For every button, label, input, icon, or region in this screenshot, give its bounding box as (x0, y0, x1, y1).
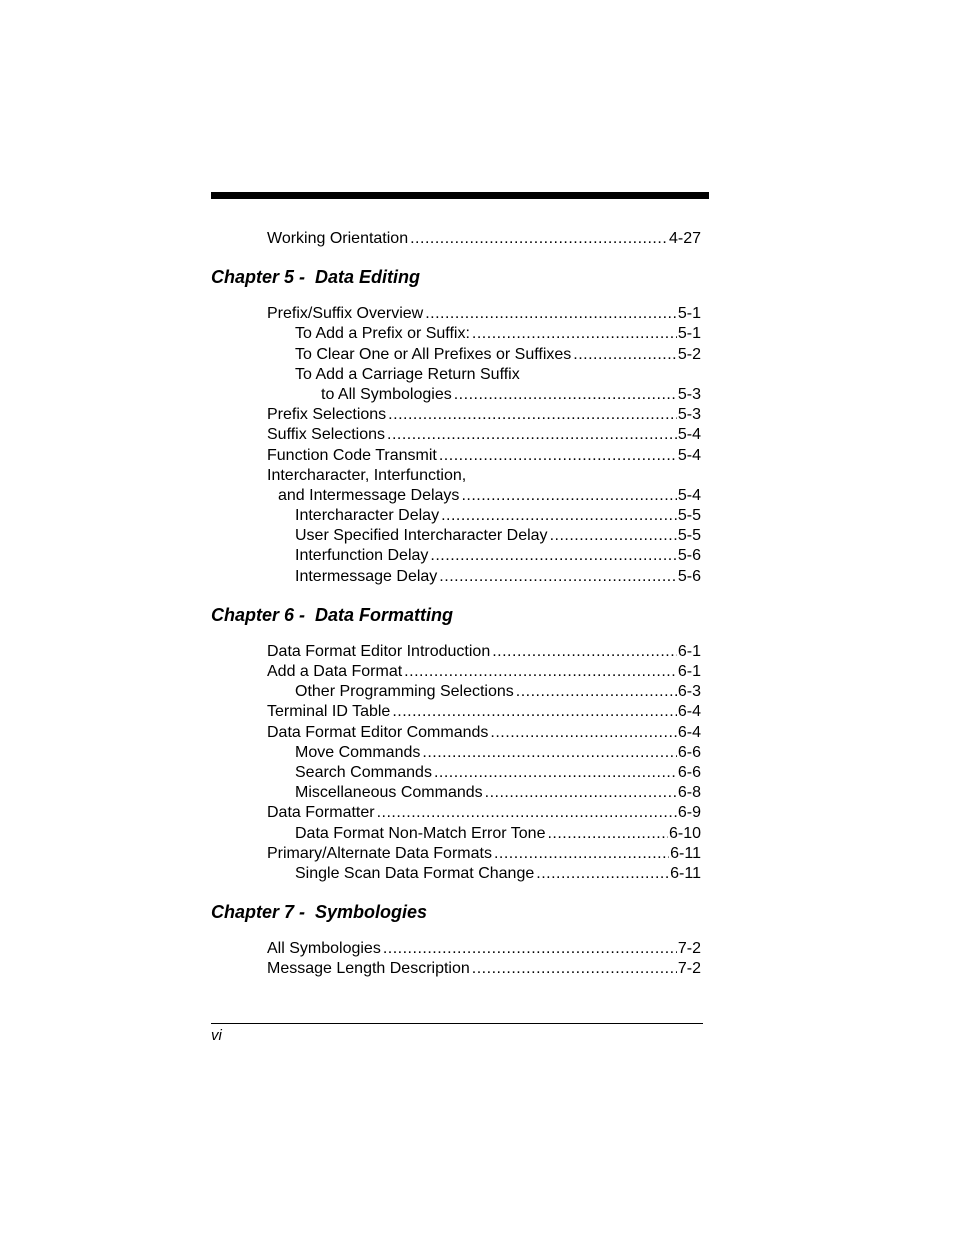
leader-dots (404, 662, 677, 682)
leader-dots (410, 229, 668, 249)
toc-entry[interactable]: Prefix Selections ..... 5-3 (211, 405, 701, 425)
leader-dots (573, 345, 677, 365)
toc-entry[interactable]: All Symbologies ..... 7-2 (211, 939, 701, 959)
toc-entry[interactable]: Miscellaneous Commands ..... 6-8 (211, 783, 701, 803)
toc-entry[interactable]: Data Format Editor Commands ..... 6-4 (211, 723, 701, 743)
leader-dots (490, 723, 676, 743)
toc-entry[interactable]: Search Commands ..... 6-6 (211, 763, 701, 783)
leader-dots (441, 506, 677, 526)
leader-dots (485, 783, 677, 803)
leader-dots (516, 682, 677, 702)
bottom-rule (211, 1023, 703, 1024)
toc-entry[interactable]: Terminal ID Table ..... 6-4 (211, 702, 701, 722)
leader-dots (550, 526, 677, 546)
chapter-heading: Chapter 7 - Symbologies (211, 902, 428, 923)
leader-dots (472, 959, 677, 979)
toc-entry[interactable]: Primary/Alternate Data Formats ..... 6-11 (211, 844, 701, 864)
toc-entry[interactable]: Move Commands ..... 6-6 (211, 743, 701, 763)
toc-entry[interactable]: and Intermessage Delays ..... 5-4 (211, 486, 701, 506)
toc-entry[interactable]: Data Format Editor Introduction ..... 6-1 (211, 642, 701, 662)
leader-dots (492, 642, 677, 662)
leader-dots (536, 864, 669, 884)
toc-entry[interactable]: Intercharacter, Interfunction, (267, 466, 467, 484)
table-of-contents (211, 229, 701, 979)
toc-entry[interactable]: To Clear One or All Prefixes or Suffixes ..... 5-2 (211, 345, 701, 365)
leader-dots (454, 385, 677, 405)
toc-entry[interactable]: To Add a Prefix or Suffix: ..... 5-1 (211, 324, 701, 344)
leader-dots (387, 425, 677, 445)
leader-dots (388, 405, 677, 425)
leader-dots (472, 324, 677, 344)
leader-dots (461, 486, 676, 506)
leader-dots (494, 844, 669, 864)
toc-entry[interactable]: to All Symbologies ..... 5-3 (211, 385, 701, 405)
leader-dots (434, 763, 677, 783)
toc-entry[interactable]: Prefix/Suffix Overview ..... 5-1 (211, 304, 701, 324)
leader-dots (377, 803, 677, 823)
leader-dots (422, 743, 677, 763)
toc-entry[interactable]: Other Programming Selections ..... 6-3 (211, 682, 701, 702)
chapter-heading: Chapter 6 - Data Formatting (211, 604, 454, 625)
leader-dots (425, 304, 677, 324)
leader-dots (392, 702, 677, 722)
toc-entry[interactable]: Add a Data Format ..... 6-1 (211, 662, 701, 682)
toc-entry[interactable]: Data Formatter ..... 6-9 (211, 803, 701, 823)
toc-entry[interactable]: Working Orientation ..... 4-27 (211, 229, 701, 249)
toc-entry[interactable]: To Add a Carriage Return Suffix (295, 365, 520, 383)
toc-entry[interactable]: Function Code Transmit ..... 5-4 (211, 446, 701, 466)
leader-dots (383, 939, 677, 959)
chapter-heading: Chapter 5 - Data Editing (211, 267, 421, 288)
toc-entry[interactable]: Message Length Description ..... 7-2 (211, 959, 701, 979)
leader-dots (547, 824, 668, 844)
toc-entry[interactable]: Suffix Selections ..... 5-4 (211, 425, 701, 445)
leader-dots (439, 446, 677, 466)
toc-entry[interactable]: Single Scan Data Format Change ..... 6-11 (211, 864, 701, 884)
toc-entry[interactable]: User Specified Intercharacter Delay ..... 5-5 (211, 526, 701, 546)
toc-entry[interactable]: Intercharacter Delay ..... 5-5 (211, 506, 701, 526)
toc-entry[interactable]: Intermessage Delay ..... 5-6 (211, 567, 701, 587)
toc-entry[interactable]: Interfunction Delay ..... 5-6 (211, 546, 701, 566)
toc-entry[interactable]: Data Format Non-Match Error Tone ..... 6-10 (211, 824, 701, 844)
leader-dots (430, 546, 676, 566)
top-rule (211, 192, 709, 199)
page-number: vi (211, 1027, 222, 1044)
leader-dots (439, 567, 677, 587)
